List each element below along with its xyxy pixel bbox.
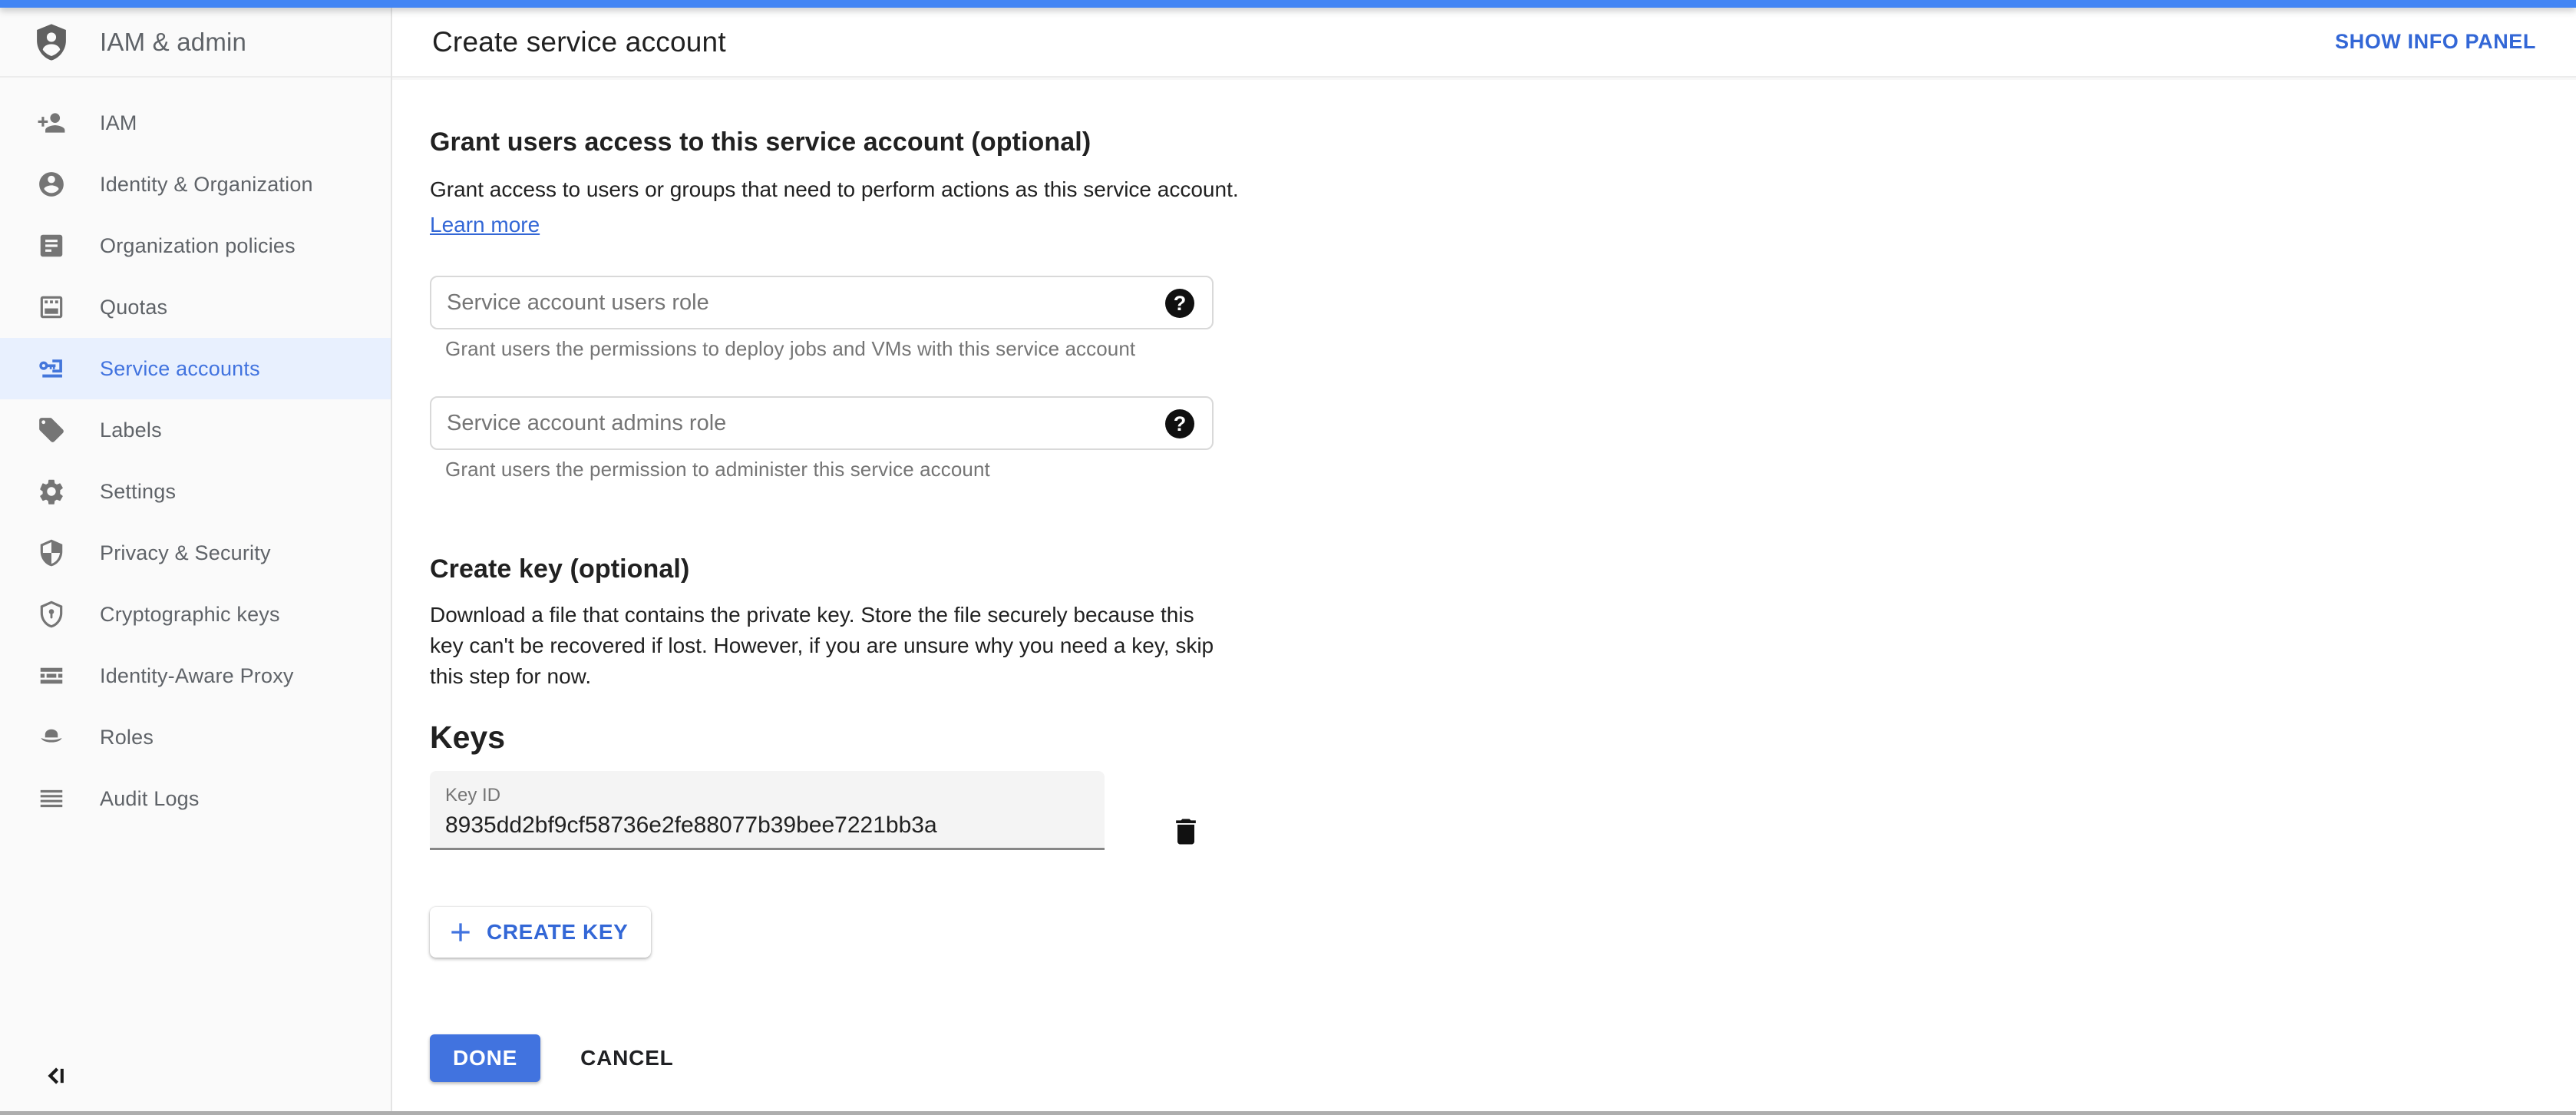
- sidebar-item-label: Cryptographic keys: [100, 602, 280, 626]
- sidebar-item-service-accounts[interactable]: [0, 338, 391, 399]
- sidebar-header: [0, 8, 391, 78]
- proxy-rows-icon: [37, 661, 66, 690]
- sidebar-item-label: Labels: [100, 418, 162, 442]
- grant-access-heading: Grant users access to this service account (optional): [430, 127, 1091, 157]
- create-key-button[interactable]: [430, 907, 651, 958]
- service-account-users-role-field[interactable]: [430, 276, 1214, 329]
- sidebar-item-labels[interactable]: [0, 399, 391, 461]
- create-key-heading: Create key (optional): [430, 554, 690, 584]
- sidebar-item-label: Audit Logs: [100, 786, 200, 810]
- form-actions: [430, 1034, 2576, 1082]
- list-lines-icon: [37, 784, 66, 813]
- sidebar: [0, 8, 392, 1111]
- content: [392, 78, 2576, 1082]
- key-id-value: [445, 812, 1090, 839]
- sidebar-item-label: Identity & Organization: [100, 172, 313, 196]
- users-role-helper-text: Grant users the permissions to deploy jobs and VMs with this service account: [445, 337, 1136, 360]
- delete-key-button[interactable]: [1169, 813, 1203, 850]
- main-panel: [392, 8, 2576, 1111]
- sidebar-nav: [0, 78, 391, 829]
- service-account-key-icon: [37, 354, 66, 383]
- key-id-label: Key ID: [445, 785, 501, 806]
- grant-access-description: Grant access to users or groups that need to perform actions as this service account.: [430, 177, 1239, 201]
- sidebar-item-privacy-security[interactable]: [0, 522, 391, 584]
- page-title: Create service account: [432, 25, 726, 58]
- done-button[interactable]: DONE: [430, 1034, 540, 1082]
- service-account-users-role-input[interactable]: [447, 290, 1145, 316]
- show-info-panel-button[interactable]: SHOW INFO PANEL: [2335, 30, 2536, 53]
- sidebar-title: IAM & admin: [100, 27, 247, 56]
- sidebar-item-audit-logs[interactable]: [0, 768, 391, 829]
- sidebar-item-organization-policies[interactable]: [0, 215, 391, 276]
- account-circle-icon: [37, 170, 66, 199]
- key-row: [430, 771, 2576, 850]
- bottom-divider: [0, 1111, 2576, 1115]
- sidebar-item-identity-organization[interactable]: [0, 154, 391, 215]
- sidebar-item-label: Identity-Aware Proxy: [100, 663, 294, 687]
- sidebar-item-identity-aware-proxy[interactable]: [0, 645, 391, 706]
- service-account-admins-role-field[interactable]: [430, 396, 1214, 450]
- top-loading-bar: [0, 0, 2576, 8]
- sidebar-item-iam[interactable]: [0, 92, 391, 154]
- collapse-sidebar-button[interactable]: [37, 1059, 71, 1093]
- gear-icon: [37, 477, 66, 506]
- sidebar-item-roles[interactable]: [0, 706, 391, 768]
- label-tag-icon: [37, 415, 66, 445]
- person-add-icon: [37, 108, 66, 137]
- sidebar-item-settings[interactable]: [0, 461, 391, 522]
- main-header: [392, 8, 2576, 78]
- shield-keyhole-icon: [37, 600, 66, 629]
- sidebar-item-label: Privacy & Security: [100, 541, 271, 564]
- sidebar-item-label: Settings: [100, 479, 177, 503]
- sidebar-item-quotas[interactable]: [0, 276, 391, 338]
- key-id-field: [430, 771, 1105, 850]
- sidebar-item-label: Quotas: [100, 295, 168, 319]
- trash-icon: [1169, 813, 1203, 850]
- plus-icon: [445, 917, 476, 948]
- admins-role-helper-text: Grant users the permission to administer this service account: [445, 458, 990, 481]
- policy-document-icon: [37, 231, 66, 260]
- sidebar-item-cryptographic-keys[interactable]: [0, 584, 391, 645]
- sidebar-item-label: IAM: [100, 111, 137, 134]
- shield-half-icon: [37, 538, 66, 567]
- learn-more-link[interactable]: Learn more: [430, 213, 540, 237]
- keys-heading: Keys: [430, 720, 506, 755]
- service-account-admins-role-input[interactable]: [447, 411, 1145, 436]
- quotas-card-icon: [37, 293, 66, 322]
- sidebar-item-label: Roles: [100, 725, 154, 749]
- cancel-button[interactable]: CANCEL: [580, 1046, 674, 1070]
- hat-icon: [37, 723, 66, 752]
- iam-shield-icon: [31, 22, 72, 63]
- sidebar-item-label: Organization policies: [100, 233, 296, 257]
- help-icon[interactable]: [1165, 409, 1194, 438]
- create-key-description: Download a file that contains the private key. Store the file securely because this key can't be recovered if lost. However, if you are unsure why you need a key, skip this step for now.: [430, 603, 1214, 688]
- create-key-button-label: CREATE KEY: [487, 920, 629, 944]
- help-icon[interactable]: [1165, 289, 1194, 318]
- sidebar-item-label: Service accounts: [100, 356, 260, 380]
